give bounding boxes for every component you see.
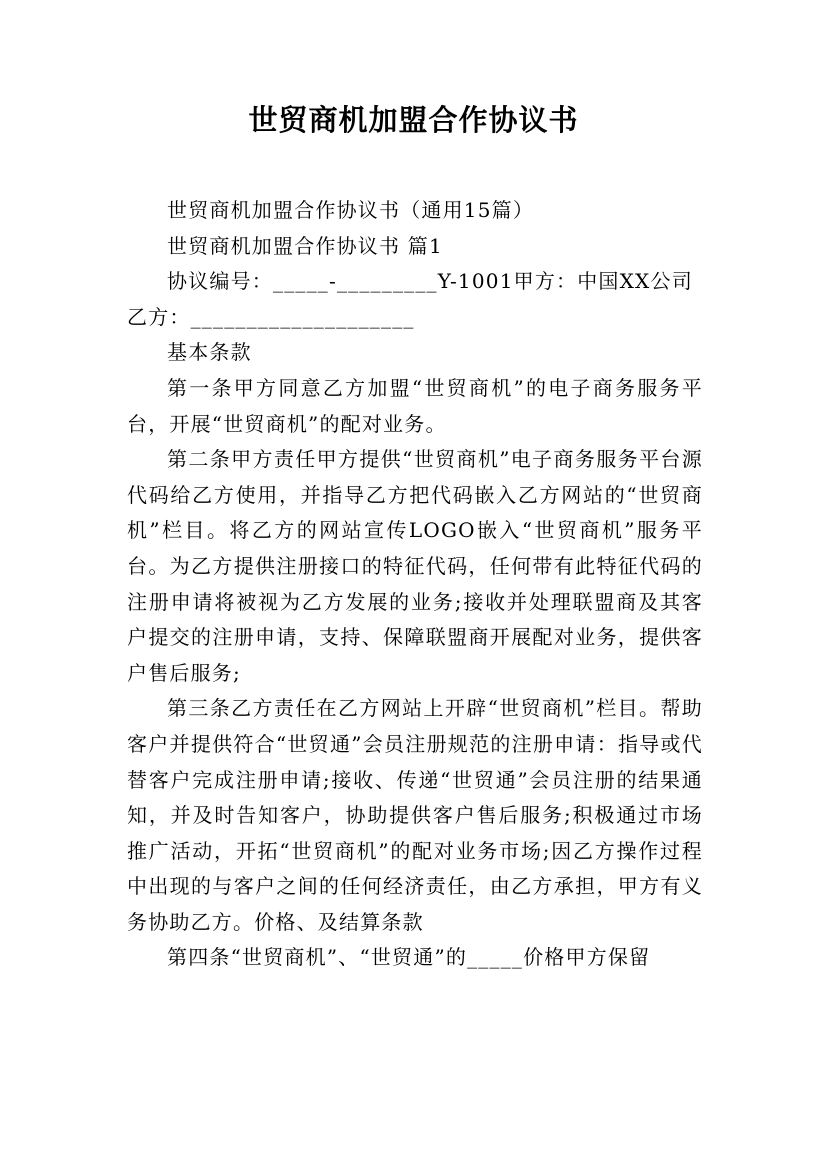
paragraph-article-3: 第三条乙方责任在乙方网站上开辟“世贸商机”栏目。帮助客户并提供符合“世贸通”会员注册规范的注册申请：指导或代替客户完成注册申请;接收、传递“世贸通”会员注册的结果通知，并及时告知客户，协助提供客户售后服务;积极通过市场推广活动，开拓“世贸商机”的配对业务市场;因乙方操作过程中出现的与客户之间的任何经济责任，由乙方承担，甲方有义务协助乙方。价格、及结算条款 — [127, 696, 703, 934]
paragraph-agreement-number: 协议编号：_____-_________Y-1001甲方：中国XX公司 — [167, 269, 693, 294]
paragraph-article-2: 第二条甲方责任甲方提供“世贸商机”电子商务服务平台源代码给乙方使用，并指导乙方把代码嵌入乙方网站的“世贸商机”栏目。将乙方的网站宣传LOGO嵌入“世贸商机”服务平台。为乙方提供注册接口的特征代码，任何带有此特征代码的注册申请将被视为乙方发展的业务;接收并处理联盟商及其客户提交的注册申请，支持、保障联盟商开展配对业务，提供客户售后服务; — [127, 447, 703, 685]
paragraph-party-b: 乙方：____________________ — [127, 304, 415, 329]
page-title: 世贸商机加盟合作协议书 — [248, 103, 579, 137]
paragraph-basic-terms: 基本条款 — [167, 340, 252, 365]
paragraph-article-1: 第一条甲方同意乙方加盟“世贸商机”的电子商务服务平台，开展“世贸商机”的配对业务。 — [127, 375, 703, 436]
document-body — [127, 193, 703, 976]
paragraph-article-4: 第四条“世贸商机”、“世贸通”的_____价格甲方保留 — [167, 945, 651, 970]
paragraph-section-heading: 世贸商机加盟合作协议书 篇1 — [167, 233, 443, 258]
paragraph-subtitle: 世贸商机加盟合作协议书（通用15篇） — [167, 198, 535, 222]
